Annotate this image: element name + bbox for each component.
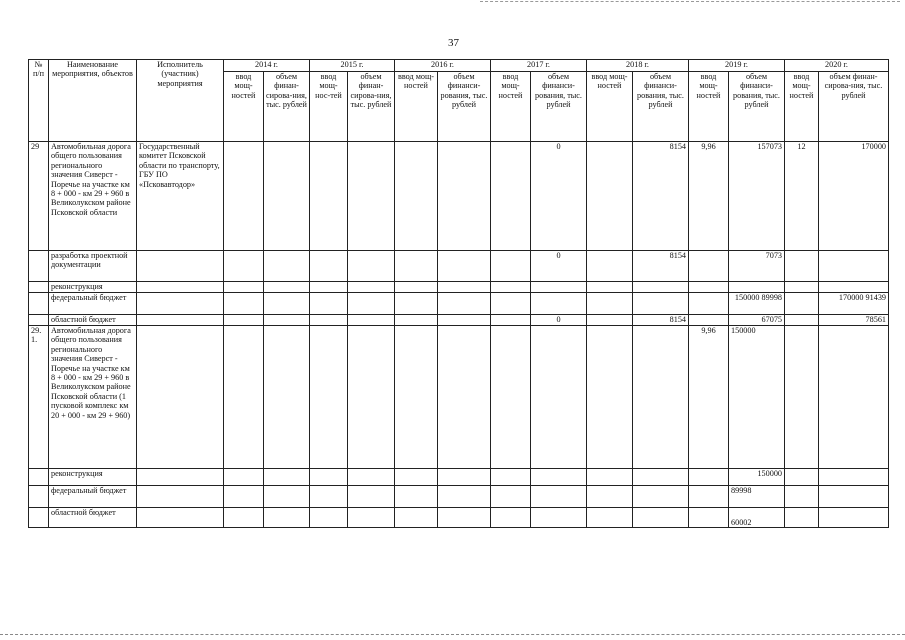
row-name: областной бюджет — [49, 508, 137, 528]
header-financing-2018: объем финанси-рования, тыс. рублей — [633, 72, 689, 142]
row-num — [29, 315, 49, 326]
header-num: № п/п — [29, 60, 49, 142]
row-name: Автомобильная дорога общего пользования регионального значения Сиверст - Поречье на участке км 8 + 000 - км 29 + 960 в Великолукском районе Псковской области — [49, 142, 137, 251]
header-financing-2014: объем финан-сирова-ния, тыс. рублей — [264, 72, 310, 142]
financing-2019: 67075 — [729, 315, 785, 326]
table-row — [29, 282, 889, 293]
table-row — [29, 326, 889, 469]
header-year-2019: 2019 г. — [689, 60, 785, 72]
capacity-2019 — [689, 486, 729, 508]
row-num — [29, 251, 49, 282]
capacity-2020 — [785, 282, 819, 293]
row-executor — [137, 486, 224, 508]
financing-2020 — [819, 282, 889, 293]
row-name: федеральный бюджет — [49, 486, 137, 508]
row-executor — [137, 315, 224, 326]
financing-2018: 8154 — [633, 315, 689, 326]
financing-2019: 150000 — [729, 469, 785, 486]
financing-2020 — [819, 486, 889, 508]
financing-2019 — [729, 282, 785, 293]
capacity-2019 — [689, 282, 729, 293]
capacity-2020 — [785, 326, 819, 469]
row-name: Автомобильная дорога общего пользования регионального значения Сиверст - Поречье на участке км 8 + 000 - км 29 + 960 в Великолукском районе Псковской области (1 пусковой комплекс км 20 + 000 - км 29 + 960) — [49, 326, 137, 469]
financing-2018: 8154 — [633, 251, 689, 282]
financing-table — [28, 59, 889, 528]
header-financing-2019: объем финанси-рования, тыс. рублей — [729, 72, 785, 142]
scan-edge-bottom — [0, 634, 905, 635]
capacity-2019 — [689, 315, 729, 326]
financing-2020: 170000 — [819, 142, 889, 251]
header-capacity-2018: ввод мощ-ностей — [587, 72, 633, 142]
financing-2017 — [531, 469, 587, 486]
capacity-2019: 9,96 — [689, 142, 729, 251]
header-financing-2020: объем финан-сирова-ния, тыс. рублей — [819, 72, 889, 142]
capacity-2019 — [689, 508, 729, 528]
row-executor — [137, 469, 224, 486]
capacity-2020 — [785, 469, 819, 486]
financing-2019: 7073 — [729, 251, 785, 282]
financing-2019: 89998 — [729, 486, 785, 508]
financing-2017: 0 — [531, 315, 587, 326]
row-num: 29. 1. — [29, 326, 49, 469]
row-executor: Государственный комитет Псковской области по транспорту, ГБУ ПО «Псковавтодор» — [137, 142, 224, 251]
capacity-2020 — [785, 486, 819, 508]
financing-2020 — [819, 326, 889, 469]
row-num — [29, 469, 49, 486]
table-row — [29, 486, 889, 508]
financing-2018 — [633, 508, 689, 528]
financing-2017 — [531, 293, 587, 315]
header-capacity-2020: ввод мощ-ностей — [785, 72, 819, 142]
financing-2020 — [819, 469, 889, 486]
capacity-2020 — [785, 293, 819, 315]
header-year-2014: 2014 г. — [224, 60, 310, 72]
financing-2018 — [633, 282, 689, 293]
financing-2018 — [633, 469, 689, 486]
header-financing-2015: объем финан-сирова-ния, тыс. рублей — [348, 72, 395, 142]
financing-2017 — [531, 326, 587, 469]
capacity-2020 — [785, 315, 819, 326]
capacity-2019: 9,96 — [689, 326, 729, 469]
financing-2019: 150000 89998 — [729, 293, 785, 315]
financing-2020 — [819, 508, 889, 528]
financing-2017 — [531, 486, 587, 508]
financing-2017 — [531, 508, 587, 528]
financing-2018 — [633, 293, 689, 315]
financing-2020: 78561 — [819, 315, 889, 326]
table-row — [29, 293, 889, 315]
financing-2019: 157073 — [729, 142, 785, 251]
row-num — [29, 486, 49, 508]
header-capacity-2015: ввод мощ-нос-тей — [310, 72, 348, 142]
table-row — [29, 251, 889, 282]
header-year-2018: 2018 г. — [587, 60, 689, 72]
header-name: Наименование мероприятия, объектов — [49, 60, 137, 142]
row-executor — [137, 293, 224, 315]
capacity-2019 — [689, 251, 729, 282]
header-capacity-2014: ввод мощ-ностей — [224, 72, 264, 142]
header-financing-2017: объем финанси-рования, тыс. рублей — [531, 72, 587, 142]
page-number: 37 — [448, 37, 459, 49]
table-row — [29, 142, 889, 251]
table-row — [29, 469, 889, 486]
financing-2017 — [531, 282, 587, 293]
table-row — [29, 315, 889, 326]
row-num: 29 — [29, 142, 49, 251]
row-num — [29, 282, 49, 293]
financing-2019: 60002 — [729, 508, 785, 528]
scan-edge-top — [480, 1, 900, 2]
table-row — [29, 508, 889, 528]
financing-2020 — [819, 251, 889, 282]
row-name: реконструкция — [49, 282, 137, 293]
capacity-2019 — [689, 469, 729, 486]
financing-2019: 150000 — [729, 326, 785, 469]
capacity-2020 — [785, 508, 819, 528]
header-financing-2016: объем финанси-рования, тыс. рублей — [438, 72, 491, 142]
row-name: реконструкция — [49, 469, 137, 486]
row-name: областной бюджет — [49, 315, 137, 326]
row-executor — [137, 251, 224, 282]
header-capacity-2017: ввод мощ-ностей — [491, 72, 531, 142]
financing-2017: 0 — [531, 251, 587, 282]
financing-2018 — [633, 326, 689, 469]
financing-2020: 170000 91439 — [819, 293, 889, 315]
row-name: федеральный бюджет — [49, 293, 137, 315]
financing-2017: 0 — [531, 142, 587, 251]
capacity-2019 — [689, 293, 729, 315]
header-year-2017: 2017 г. — [491, 60, 587, 72]
header-year-2016: 2016 г. — [395, 60, 491, 72]
row-executor — [137, 508, 224, 528]
header-year-2015: 2015 г. — [310, 60, 395, 72]
row-num — [29, 293, 49, 315]
row-executor — [137, 326, 224, 469]
capacity-2020: 12 — [785, 142, 819, 251]
header-year-2020: 2020 г. — [785, 60, 889, 72]
header-capacity-2016: ввод мощ-ностей — [395, 72, 438, 142]
row-num — [29, 508, 49, 528]
header-executor: Исполнитель (участник) мероприятия — [137, 60, 224, 142]
capacity-2020 — [785, 251, 819, 282]
row-name: разработка проектной документации — [49, 251, 137, 282]
header-capacity-2019: ввод мощ-ностей — [689, 72, 729, 142]
row-executor — [137, 282, 224, 293]
financing-2018 — [633, 486, 689, 508]
financing-2018: 8154 — [633, 142, 689, 251]
